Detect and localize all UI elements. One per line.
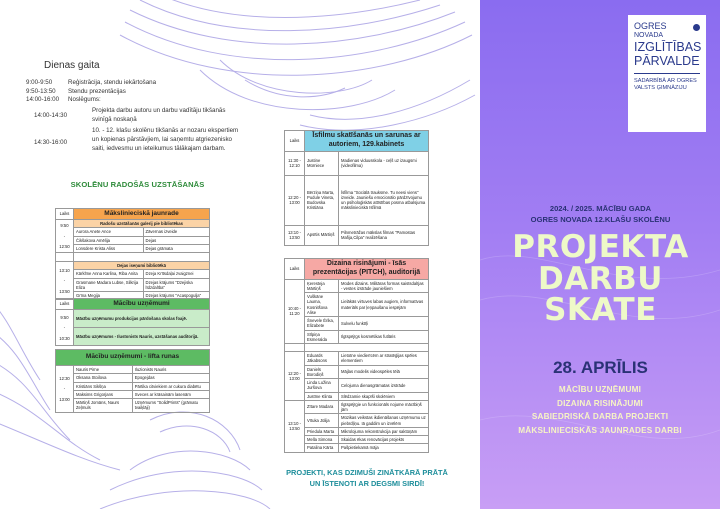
table-row: Priedula Marta Mikrolojuma rekonstrukcija par saktūņām bbox=[285, 427, 429, 435]
table-row: Aurora Anete Ance Zāvernas izveide bbox=[56, 228, 210, 236]
table-row: Mācību uzņēmums - Ilustonists Nauris, uzstāšanas auditorijā. bbox=[56, 328, 210, 346]
table-row: Oksana Stoilova Epogejdas bbox=[56, 374, 210, 382]
schedule-sub-row: 14:00-14:30 Projekta darbu autoru un darbu vadītāju tikšanās svinīgā noskaņā bbox=[34, 107, 226, 123]
schedule-sub-row: 14:30-16:00 10. - 12. klašu skolēnu tikšanās ar nozaru ekspertiem un kopienas pārstāvjiem, lai saņemtu atgriezenisko saiti, iedvesmu un ieteikumus tālākajam darbam. bbox=[34, 127, 239, 152]
table-row: Linda Lužina Juršova Celojuma dienasgrāmatas izstrāde bbox=[285, 379, 429, 393]
table-row: Mārtiņš Jomāns, Naurs Zeļmuls Uzņēmums "SolidPrints" (grāmatu tvaiķlāji) bbox=[56, 399, 210, 413]
table-row: 9:50 - 10:30 Mācību uzņēmumu produkcijas pārdošana skolas foajē. bbox=[56, 310, 210, 328]
art-table-title: Mākslinieciskā jaunrade bbox=[74, 209, 210, 220]
table-row: Čikšakova Amēlija Dejas bbox=[56, 236, 210, 244]
schedule-row: 14:00-16:00 Noslēgums: bbox=[26, 96, 101, 104]
table-row: 12:20 - 13:00 Eduards Jākabsons Lietotne viedierīcēm ar stratēģijas spēles elementiem bbox=[285, 352, 429, 366]
table-row: Šnevele Ērika, Elizabete Sulvelu funktīļi bbox=[285, 317, 429, 331]
table-row: Justīne Klinta Slēdzamie skapīši skolēniem bbox=[285, 392, 429, 400]
table-row: Kristiāns Sikšņa Pārtika citviekiem ar cukura diabētu bbox=[56, 382, 210, 390]
table-row: 13:10 - 13:50 Apsītis Mārtiņš Pilnmetrāžas mākslas filmas "Pamostas Mafija,Cilpa" realizēšana bbox=[285, 225, 429, 245]
logo-dot-icon bbox=[693, 24, 700, 31]
table-row: Lonsdere Krista Aliss Dejas grāmata bbox=[56, 244, 210, 252]
topic-item: SABIEDRISKĀ DARBA PROJEKTI bbox=[531, 412, 669, 422]
table-row: 12:30 - 13:00 Nauris Pirne Iluzionists Nauris bbox=[56, 366, 210, 374]
table-row: 13:10 - 13:50 Zītare Madara Ilgtspējīgie un funkcionāls nojume mācībiņš jām bbox=[285, 400, 429, 414]
table-row: 11:30 - 12:10 Justine Mūrniece Madienas viduusskola - ceļš uz izaugsmi (videofilma) bbox=[285, 151, 429, 175]
organization-logo: OGRES NOVADA IZGLĪTĪBAS PĀRVALDE SADARBĪBĀ AR OGRES VALSTS ĢIMNĀZIJU bbox=[628, 15, 706, 132]
table-row: 10:40 - 11:20 Ķeresteja Mārtiņš Modes dizains. Militāras formas saistsdalījas - vestes izstrāde jauniešiem bbox=[285, 279, 429, 293]
event-subtitle: 2024. / 2025. MĀCĪBU GADA OGRES NOVADA 12.KLAŠU SKOLĒNU bbox=[530, 204, 671, 225]
table-row: Mella Simona Skaidas ēkas renovācijas projekts bbox=[285, 436, 429, 444]
table-row: Vītuka Jūlija Mūzikas veikstas ikdienāšanas uzņēmumu uz piebrdļiņu. Iā gaddim un izvēlēm bbox=[285, 414, 429, 428]
table-row: Grasmane Madara Lubse, Silkrija Eliza Dzejas krājums "Dzejiska līdzdalība" bbox=[56, 278, 210, 292]
table-row: Vuškāne Lauma, Kosnitšova Alise Lielākās virtuves labas augiem, informatīvas materiāls par ļeņpaušanu iespējām bbox=[285, 293, 429, 317]
schedule-title: Dienas gaita bbox=[44, 60, 100, 71]
topic-item: MĀCĪBU UZŅĒMUMI bbox=[558, 385, 642, 394]
performances-title: SKOLĒNU RADOŠĀS UZSTĀŠANĀS bbox=[70, 180, 205, 189]
schedule bbox=[26, 79, 241, 153]
design-table-title: Dizaina risinājumi - īsās prezentācijas (PITCH), auditorijā bbox=[305, 259, 429, 280]
pitch-table bbox=[55, 349, 210, 413]
schedule-row: 9:50-13:50 Stendu prezentācijas bbox=[26, 87, 126, 95]
table-row: Daniels Borodiņš Mājlas modelis videospēles tēlā bbox=[285, 365, 429, 379]
art-table: Laiks Mākslinieciskā jaunrade 9:50 - 12:50 Radošu uzstāšanās galerij pie bibliotēkas Aurora Anete Ance Zāvernas izveide Čikšakova Amēlija Dejas Lonsdere Krista Aliss Dejas grāmata 13:10 - 13:50 Dejas iseņumi bibliotēkā Kārklīne Anna Karlina, Riba Anita Dzeja Krītsdaļai zvaigznei Grasmane Madara Lubse, Silkrija Eliza Dzejas krājums "Dzejiska līdzdalība" Grīna Megija Dzejas krājums "Acaspogulja" bbox=[55, 208, 210, 300]
motto: PROJEKTI, KAS DZIMUŠI ZINĀTKĀRĀ PRĀTĀ UN ĪSTENOTI AR DEGSMI SIRDĪ! bbox=[286, 468, 448, 489]
event-date: 28. APRĪLIS bbox=[553, 358, 648, 377]
short-film-table: Laiks Īsfilmu skatīšanās un sarunas ar autoriem, 129.kabinets 11:30 - 12:10 Justine Mūrniece Madienas viduusskola - ceļš uz izaugsmi (videofilma) 12:20 - 13:00 Bērziņa Marta, Pudule Vineta, Budovska Kristiāna Īsfilma "Sociālā trauksme. Tu neesi viens" izveide. Jauniešu emocionālo pārdzīvojumu un psiholoģiskās attīstības posma atbalsjuma mākslinieciskā īsfilmā 13:10 - 13:50 Apsītis Mārtiņš Pilnmetrāžas mākslas filmas "Pamostas Mafija,Cilpa" realizēšana bbox=[284, 130, 429, 246]
topic-item: MĀKSLINIECISKĀS JAUNRADES DARBI bbox=[518, 425, 682, 435]
table-row: Patalina Kārta Pašpietiekamā māja bbox=[285, 444, 429, 452]
cover-panel bbox=[480, 0, 720, 509]
schedule-row: 9:00-9:50 Reģistrācija, stendu iekārtošana bbox=[26, 79, 157, 86]
business-table-title: Mācību uzņēmumi bbox=[74, 299, 210, 310]
table-row: 12:20 - 13:00 Bērziņa Marta, Pudule Vineta, Budovska Kristiāna Īsfilma "Sociālā trauksme. Tu neesi viens" izveide. Jauniešu emocionālo pārdzīvojumu un psiholoģiskās attīstības posma atbalsjuma mākslinieciskā īsfilmā bbox=[285, 175, 429, 225]
business-table: Laiks Mācību uzņēmumi 9:50 - 10:30 Mācību uzņēmumu produkcijas pārdošana skolas foajē. Mācību uzņēmums - Ilustonists Nauris, uzstāšanas auditorijā. bbox=[55, 298, 210, 346]
design-table: Laiks Dizaina risinājumi - īsās prezentācijas (PITCH), auditorijā 10:40 - 11:20 Ķeresteja Mārtiņš Modes dizains. Militāras formas saistsdalījas - vestes izstrāde jauniešiem Vuškāne Lauma, Kosnitšova Alise Lielākās virtuves labas augiem, informatīvas materiāls par ļeņpaušanu iespējām Šnevele Ērika, Elizabete Sulvelu funktīļi Sīlpiņa Esmeralda Ilgtspējīgs kosmētikas futlāris 12:20 - 13:00 Eduards Jākabsons Lietotne viedierīcēm ar stratēģijas spēles elementiem Daniels Borodiņš Mājlas modelis videospēles tēlā Linda Lužina Juršova Celojuma dienasgrāmatas izstrāde Justīne Klinta Slēdzamie skapīši skolēniem 13:10 - 13:50 Zītare Madara Ilgtspējīgie un funkcionāls nojume mācībiņš jām Vītuka Jūlija Mūzikas veikstas ikdienāšanas uzņēmumu uz piebrdļiņu. Iā gaddim un izvēlēm Priedula Marta Mikrolojuma rekonstrukcija par saktūņām Mella Simona Skaidas ēkas renovācijas projekts Patalina Kārta Pašpietiekamā māja bbox=[284, 258, 429, 453]
table-row: Kārklīne Anna Karlina, Riba Anita Dzeja Krītsdaļai zvaigznei bbox=[56, 270, 210, 278]
table-row: Grīna Megija Dzejas krājums "Acaspogulja" bbox=[56, 292, 210, 300]
event-title: PROJEKTA DARBU SKATE bbox=[512, 229, 689, 329]
table-row: Maksims Grigorjans Sveces ar krāsainām lasenām bbox=[56, 390, 210, 398]
short-film-table-title: Īsfilmu skatīšanās un sarunas ar autoriem, 129.kabinets bbox=[305, 131, 429, 152]
topic-item: DIZAINA RISINĀJUMI bbox=[556, 398, 644, 408]
table-row: Sīlpiņa Esmeralda Ilgtspējīgs kosmētikas futlāris bbox=[285, 330, 429, 344]
pitch-table-title: Mācību uzņēmumi - lifta runas bbox=[56, 350, 210, 366]
topic-list bbox=[480, 383, 720, 437]
